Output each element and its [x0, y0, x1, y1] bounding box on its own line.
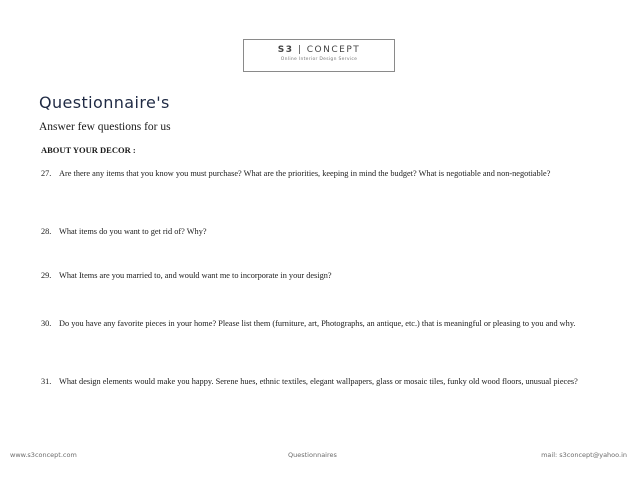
- section-heading: ABOUT YOUR DECOR :: [41, 145, 136, 155]
- question-item: [41, 226, 601, 238]
- question-number: 29.: [41, 271, 52, 280]
- question-text: What Items are you married to, and would want me to incorporate in your design?: [59, 271, 332, 280]
- logo-tagline: Online Interior Design Service: [280, 57, 358, 62]
- page-subtitle: Answer few questions for us: [39, 121, 171, 133]
- page-title: Questionnaire's: [39, 93, 170, 112]
- question-number: 28.: [41, 227, 52, 236]
- footer-website: www.s3concept.com: [10, 451, 77, 459]
- brand-logo: [243, 39, 395, 72]
- question-item: [41, 270, 601, 282]
- footer-title: Questionnaires: [288, 451, 337, 459]
- question-text: What items do you want to get rid of? Why?: [59, 227, 207, 236]
- question-text: Do you have any favorite pieces in your home? Please list them (furniture, art, Photographs, an antique, etc.) that is meaningful or pleasing to you and why.: [59, 319, 576, 328]
- question-number: 30.: [41, 319, 52, 328]
- question-text: What design elements would make you happy. Serene hues, ethnic textiles, elegant wallpapers, glass or mosaic tiles, funky old wood floors, unusual pieces?: [59, 377, 578, 386]
- logo-separator: |: [297, 45, 303, 55]
- question-item: [41, 318, 601, 330]
- logo-brand: S3: [277, 45, 294, 55]
- question-number: 31.: [41, 377, 52, 386]
- logo-wordmark: [244, 45, 394, 55]
- question-item: [41, 376, 601, 388]
- question-number: 27.: [41, 169, 52, 178]
- footer-email: mail: s3concept@yahoo.in: [541, 451, 627, 459]
- question-item: [41, 168, 601, 180]
- question-text: Are there any items that you know you must purchase? What are the priorities, keeping in mind the budget? What is negotiable and non-negotiable?: [59, 169, 551, 178]
- logo-name: CONCEPT: [306, 45, 361, 55]
